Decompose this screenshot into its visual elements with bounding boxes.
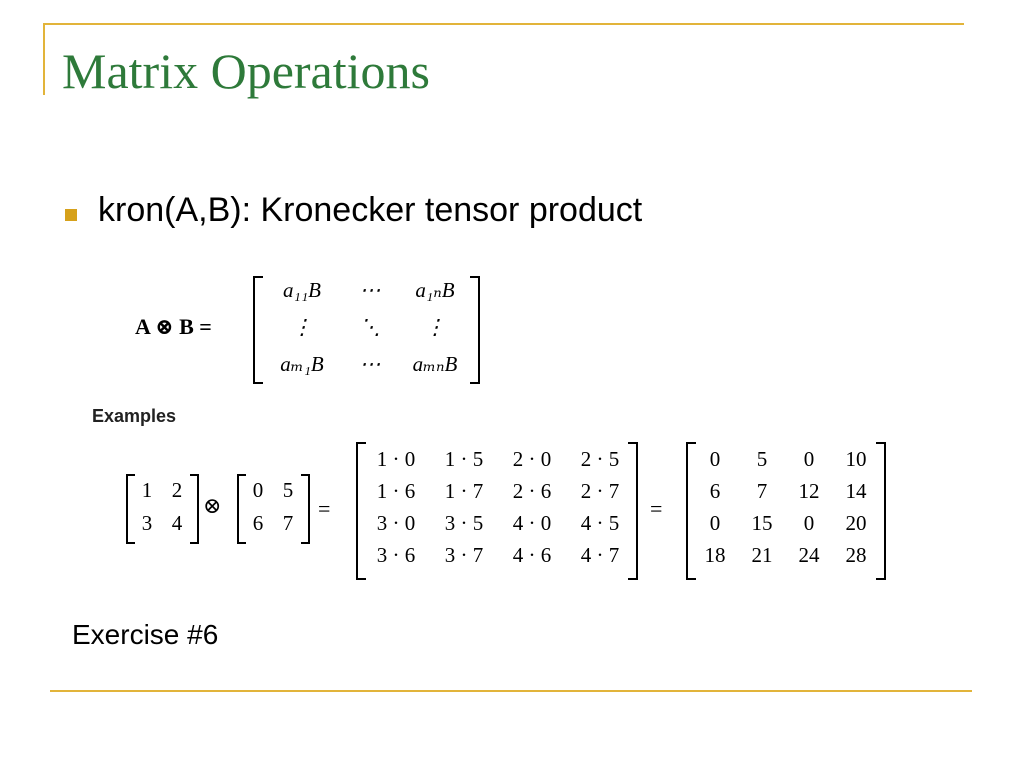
result-cell: 5 — [756, 447, 768, 471]
matrix-b-cell: 6 — [252, 511, 264, 535]
matrix-b — [243, 478, 303, 536]
result-cell: 14 — [845, 479, 867, 503]
matrix-a-right-bracket — [190, 474, 199, 544]
expanded-cell: 3 · 0 — [376, 511, 416, 535]
definition-cell: ⋯ — [359, 278, 381, 302]
expanded-cell: 4 · 0 — [512, 511, 552, 535]
matrix-b-cell: 5 — [282, 478, 294, 502]
result-cell: 6 — [709, 479, 721, 503]
result-cell: 0 — [709, 511, 721, 535]
matrix-a-cell: 1 — [141, 478, 153, 502]
result-matrix — [692, 447, 880, 568]
expanded-cell: 4 · 5 — [580, 511, 620, 535]
matrix-a-cell: 2 — [171, 478, 183, 502]
result-cell: 12 — [798, 479, 820, 503]
definition-cell: aₘ₁B — [280, 352, 324, 376]
result-cell: 20 — [845, 511, 867, 535]
equals-sign-2: = — [650, 496, 663, 521]
slide-title: Matrix Operations — [62, 43, 430, 99]
expanded-right-bracket — [628, 442, 638, 580]
definition-matrix — [262, 278, 472, 377]
exercise-label: Exercise #6 — [72, 619, 219, 650]
expanded-cell: 2 · 0 — [512, 447, 552, 471]
matrix-a-cell: 3 — [141, 511, 153, 535]
bullet-text: kron(A,B): Kronecker tensor product — [98, 191, 643, 229]
definition-cell: a₁ₙB — [415, 278, 455, 302]
expanded-cell: 3 · 6 — [376, 543, 416, 567]
result-cell: 0 — [803, 447, 815, 471]
frame-left-rule — [43, 23, 45, 95]
result-cell: 28 — [845, 543, 867, 567]
definition-cell: a₁₁B — [283, 278, 321, 302]
matrix-b-right-bracket — [301, 474, 310, 544]
expanded-matrix — [362, 447, 634, 568]
definition-right-bracket — [470, 276, 480, 384]
matrix-a-cell: 4 — [171, 511, 183, 535]
expanded-cell: 1 · 7 — [444, 479, 484, 503]
definition-cell: ⋱ — [359, 315, 381, 339]
definition-lhs: A ⊗ B = — [135, 314, 212, 339]
expanded-cell: 4 · 6 — [512, 543, 552, 567]
matrix-b-cell: 0 — [252, 478, 264, 502]
result-cell: 24 — [798, 543, 820, 567]
result-cell: 15 — [751, 511, 773, 535]
result-cell: 10 — [845, 447, 867, 471]
frame-bottom-rule — [50, 690, 972, 692]
bullet-square-icon — [65, 209, 77, 221]
expanded-cell: 2 · 7 — [580, 479, 620, 503]
expanded-cell: 2 · 5 — [580, 447, 620, 471]
expanded-cell: 4 · 7 — [580, 543, 620, 567]
expanded-cell: 2 · 6 — [512, 479, 552, 503]
otimes-symbol: ⊗ — [203, 493, 222, 518]
expanded-cell: 1 · 6 — [376, 479, 416, 503]
expanded-cell: 3 · 7 — [444, 543, 484, 567]
matrix-b-cell: 7 — [282, 511, 294, 535]
result-cell: 0 — [709, 447, 721, 471]
result-cell: 18 — [704, 543, 726, 567]
equals-sign-1: = — [318, 496, 331, 521]
result-right-bracket — [876, 442, 886, 580]
result-cell: 21 — [751, 543, 773, 567]
expanded-cell: 1 · 0 — [376, 447, 416, 471]
definition-cell: ⋯ — [359, 352, 381, 376]
definition-cell: aₘₙB — [412, 352, 458, 376]
frame-top-rule — [43, 23, 964, 25]
definition-cell: ⋮ — [291, 315, 313, 339]
examples-heading: Examples — [92, 406, 177, 426]
matrix-a — [132, 478, 192, 536]
result-cell: 7 — [756, 479, 768, 503]
expanded-cell: 3 · 5 — [444, 511, 484, 535]
definition-cell: ⋮ — [424, 315, 446, 339]
result-cell: 0 — [803, 511, 815, 535]
expanded-cell: 1 · 5 — [444, 447, 484, 471]
